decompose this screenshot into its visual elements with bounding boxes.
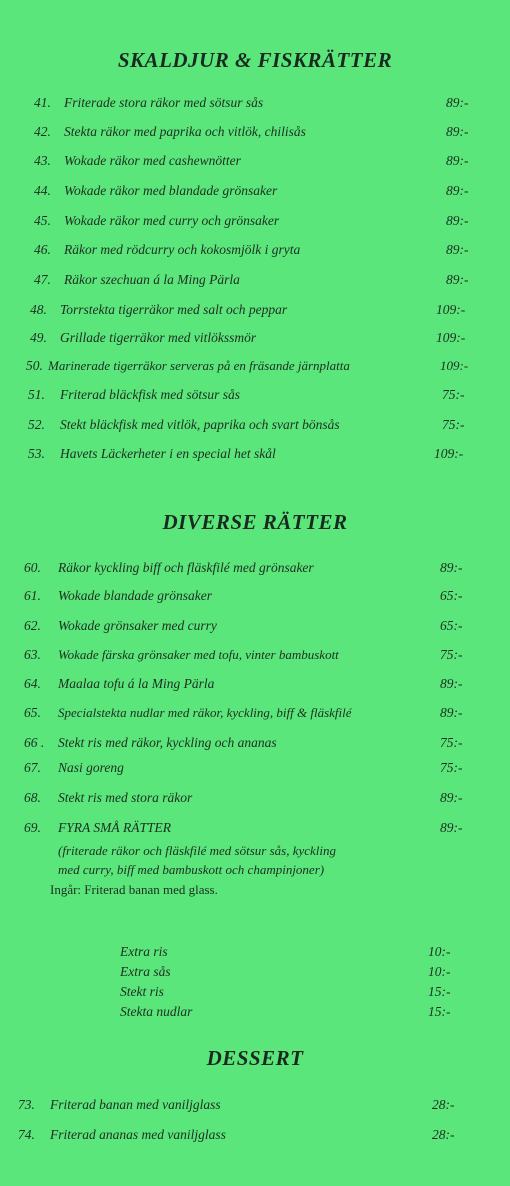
item-number: 69. bbox=[24, 820, 41, 835]
menu-item bbox=[0, 647, 510, 667]
menu-item bbox=[0, 417, 510, 437]
item-number: 41. bbox=[34, 95, 51, 110]
menu-item bbox=[0, 242, 510, 262]
item-price: 89:- bbox=[446, 272, 469, 287]
item-name: Stekt bläckfisk med vitlök, paprika och svart bönsås bbox=[60, 417, 340, 432]
item-description: (friterade räkor och fläskfilé med sötsur sås, kyckling bbox=[58, 843, 337, 858]
item-price: 89:- bbox=[440, 790, 463, 805]
item-price: 89:- bbox=[446, 153, 469, 168]
item-name: Havets Läckerheter i en special het skål bbox=[60, 446, 276, 461]
extra-name: Extra sås bbox=[120, 964, 171, 979]
item-name: Stekt ris med stora räkor bbox=[58, 790, 193, 805]
item-price: 109:- bbox=[440, 358, 469, 373]
menu-item bbox=[0, 560, 510, 580]
extra-name: Extra ris bbox=[120, 944, 168, 959]
item-number: 45. bbox=[34, 213, 51, 228]
item-number: 49. bbox=[30, 330, 47, 345]
item-name: Marinerade tigerräkor serveras på en fräsande järnplatta bbox=[48, 358, 350, 373]
item-name: Friterad banan med vaniljglass bbox=[50, 1097, 221, 1112]
item-price: 65:- bbox=[440, 588, 463, 603]
item-name: Friterad bläckfisk med sötsur sås bbox=[60, 387, 240, 402]
item-price: 75:- bbox=[440, 735, 463, 750]
menu-item bbox=[0, 124, 510, 144]
menu-item bbox=[0, 760, 510, 780]
item-name: Maalaa tofu á la Ming Pärla bbox=[58, 676, 215, 691]
item-price: 89:- bbox=[446, 95, 469, 110]
item-name: Specialstekta nudlar med räkor, kyckling, biff & fläskfilé bbox=[58, 705, 352, 720]
item-price: 89:- bbox=[440, 560, 463, 575]
item-name: Torrstekta tigerräkor med salt och peppar bbox=[60, 302, 288, 317]
item-name: Wokade färska grönsaker med tofu, vinter bambuskott bbox=[58, 647, 339, 662]
item-includes: Ingår: Friterad banan med glass. bbox=[50, 882, 218, 897]
item-number: 74. bbox=[18, 1127, 35, 1142]
item-number: 44. bbox=[34, 183, 51, 198]
extra-name: Stekt ris bbox=[120, 984, 164, 999]
item-name: Räkor kyckling biff och fläskfilé med grönsaker bbox=[58, 560, 314, 575]
menu-item bbox=[0, 213, 510, 233]
item-price: 89:- bbox=[440, 705, 463, 720]
item-price: 28:- bbox=[432, 1097, 455, 1112]
item-name: Räkor med rödcurry och kokosmjölk i gryta bbox=[64, 242, 301, 257]
extra-price: 15:- bbox=[428, 1004, 451, 1019]
item-price: 28:- bbox=[432, 1127, 455, 1142]
item-name: Wokade räkor med cashewnötter bbox=[64, 153, 241, 168]
menu-item bbox=[0, 183, 510, 203]
extra-price: 15:- bbox=[428, 984, 451, 999]
extra-name: Stekta nudlar bbox=[120, 1004, 193, 1019]
item-price: 89:- bbox=[440, 820, 463, 835]
item-number: 53. bbox=[28, 446, 45, 461]
item-name: Stekt ris med räkor, kyckling och ananas bbox=[58, 735, 277, 750]
item-number: 46. bbox=[34, 242, 51, 257]
extra-price: 10:- bbox=[428, 944, 451, 959]
item-number: 42. bbox=[34, 124, 51, 139]
item-name: Friterade stora räkor med sötsur sås bbox=[64, 95, 264, 110]
item-name: Wokade grönsaker med curry bbox=[58, 618, 217, 633]
menu-item bbox=[0, 330, 510, 350]
item-number: 66 . bbox=[24, 735, 45, 750]
extra-item bbox=[0, 944, 510, 964]
menu-item bbox=[0, 676, 510, 696]
item-number: 62. bbox=[24, 618, 41, 633]
menu-item bbox=[0, 153, 510, 173]
item-number: 64. bbox=[24, 676, 41, 691]
menu-item bbox=[0, 446, 510, 466]
menu-item bbox=[0, 588, 510, 608]
item-number: 68. bbox=[24, 790, 41, 805]
item-price: 75:- bbox=[440, 760, 463, 775]
item-name: Nasi goreng bbox=[58, 760, 124, 775]
item-name: Räkor szechuan á la Ming Pärla bbox=[64, 272, 240, 287]
item-price: 75:- bbox=[442, 387, 465, 402]
menu-item bbox=[0, 820, 510, 840]
item-number: 73. bbox=[18, 1097, 35, 1112]
item-price: 89:- bbox=[446, 183, 469, 198]
menu-item bbox=[0, 302, 510, 322]
item-name: Wokade räkor med blandade grönsaker bbox=[64, 183, 278, 198]
extra-item bbox=[0, 964, 510, 984]
item-number: 47. bbox=[34, 272, 51, 287]
item-name: Wokade räkor med curry och grönsaker bbox=[64, 213, 280, 228]
item-number: 50. bbox=[26, 358, 43, 373]
item-name: Grillade tigerräkor med vitlökssmör bbox=[60, 330, 257, 345]
section-title: DIVERSE RÄTTER bbox=[162, 510, 348, 534]
section-title: SKALDJUR & FISKRÄTTER bbox=[117, 48, 393, 72]
item-price: 89:- bbox=[446, 242, 469, 257]
menu-item bbox=[0, 790, 510, 810]
item-name: Friterad ananas med vaniljglass bbox=[50, 1127, 226, 1142]
menu-item bbox=[0, 618, 510, 638]
menu-item bbox=[0, 387, 510, 407]
item-number: 43. bbox=[34, 153, 51, 168]
item-number: 51. bbox=[28, 387, 45, 402]
item-price: 65:- bbox=[440, 618, 463, 633]
menu-item bbox=[0, 735, 510, 755]
item-price: 89:- bbox=[446, 213, 469, 228]
menu-item bbox=[0, 1097, 510, 1117]
item-description: med curry, biff med bambuskott och champinjoner) bbox=[58, 862, 325, 877]
extra-price: 10:- bbox=[428, 964, 451, 979]
menu-item bbox=[0, 272, 510, 292]
item-price: 89:- bbox=[440, 676, 463, 691]
item-number: 65. bbox=[24, 705, 41, 720]
item-price: 75:- bbox=[440, 647, 463, 662]
item-number: 61. bbox=[24, 588, 41, 603]
item-price: 109:- bbox=[434, 446, 464, 461]
item-price: 109:- bbox=[436, 302, 466, 317]
menu-item bbox=[0, 358, 510, 378]
extra-item bbox=[0, 984, 510, 1004]
extra-item bbox=[0, 1004, 510, 1024]
item-price: 75:- bbox=[442, 417, 465, 432]
menu-item bbox=[0, 95, 510, 115]
item-price: 109:- bbox=[436, 330, 466, 345]
item-number: 60. bbox=[24, 560, 41, 575]
menu-item bbox=[0, 705, 510, 725]
item-number: 63. bbox=[24, 647, 41, 662]
item-number: 67. bbox=[24, 760, 41, 775]
menu-item bbox=[0, 1127, 510, 1147]
item-number: 48. bbox=[30, 302, 47, 317]
item-price: 89:- bbox=[446, 124, 469, 139]
item-name: Wokade blandade grönsaker bbox=[58, 588, 212, 603]
item-name: FYRA SMÅ RÄTTER bbox=[58, 820, 171, 835]
item-name: Stekta räkor med paprika och vitlök, chilisås bbox=[64, 124, 306, 139]
section-title: DESSERT bbox=[206, 1046, 304, 1070]
item-number: 52. bbox=[28, 417, 45, 432]
